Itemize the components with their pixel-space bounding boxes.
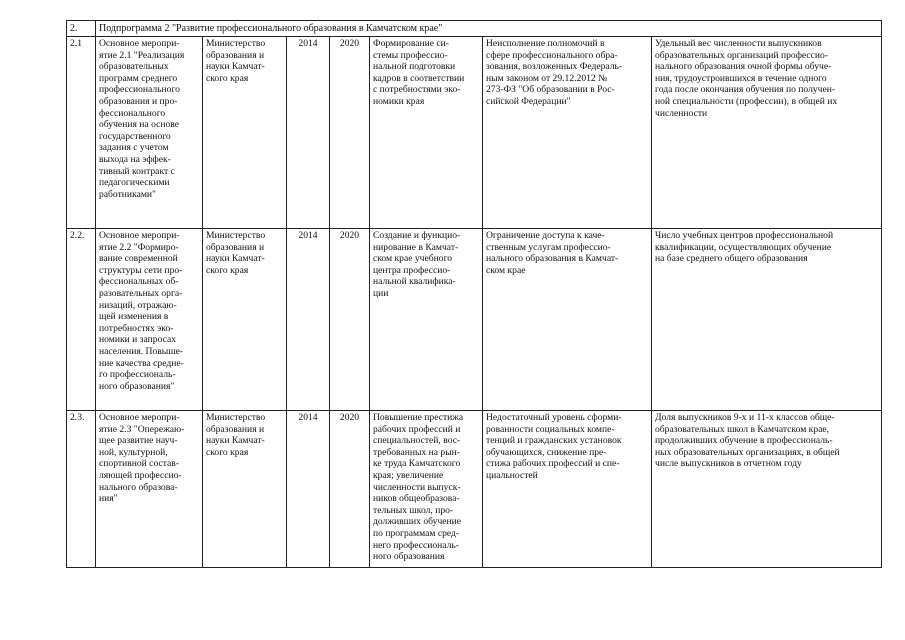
event-name: Основное меропри- ятие 2.1 "Реализация образовательных программ среднего профессионального образования и про- фессионального обучения на основе государственного задания с учетом выхода на эффек- тивный контракт с педагогическими работниками": [96, 37, 203, 229]
row-number: 2.3.: [67, 411, 96, 568]
subprogram-title: Подпрограмма 2 "Развитие профессионального образования в Камчатском крае": [96, 21, 882, 37]
table-row: [67, 229, 882, 411]
executor: Министерство образования и науки Камчат- ского края: [203, 37, 287, 229]
indicator: Удельный вес численности выпускников образовательных организаций профессио- нального образования очной формы обуче- ния, трудоустроившихся в течение одного года после окончания обучения по получен- ной специальности (профессии), в общей их численности: [652, 37, 882, 229]
executor: Министерство образования и науки Камчат- ского края: [203, 229, 287, 411]
table-row: [67, 37, 882, 229]
row-number: 2.1: [67, 37, 96, 229]
non-implementation-consequences: Ограничение доступа к каче- ственным услугам профессио- нального образования в Камчат- ском крае: [483, 229, 652, 411]
event-name: Основное меропри- ятие 2.3 "Опережаю- щее развитие науч- ной, культурной, спортивной состав- ляющей профессио- нального образова- ния": [96, 411, 203, 568]
subprogram-number: 2.: [67, 21, 96, 37]
start-year: 2014: [287, 37, 330, 229]
expected-result: Создание и функцио- нирование в Камчат- ском крае учебного центра профессио- нальной квалифика- ции: [370, 229, 483, 411]
indicator: Число учебных центров профессиональной квалификации, осуществляющих обучение на базе среднего общего образования: [652, 229, 882, 411]
end-year: 2020: [330, 229, 370, 411]
executor: Министерство образования и науки Камчат- ского края: [203, 411, 287, 568]
row-number: 2.2.: [67, 229, 96, 411]
event-name: Основное меропри- ятие 2.2 "Формиро- вание современной структуры сети про- фессиональных об- разовательных орга- низаций, отражаю- щей изменения в потребностях эко- номики и запросах населения. Повыше- ние качества средне- го профессиональ- ного образования": [96, 229, 203, 411]
non-implementation-consequences: Недостаточный уровень сформи- рованности социальных компе- тенций и гражданских установок обучающихся, снижение пре- стижа рабочих профессий и спе- циальностей: [483, 411, 652, 568]
program-table: [66, 20, 882, 568]
indicator: Доля выпускников 9-х и 11-х классов обще- образовательных школ в Камчатском крае, продолживших обучение в профессиональ- ных образовательных организациях, в общей числе выпускников в отчетном году: [652, 411, 882, 568]
non-implementation-consequences: Неисполнение полномочий в сфере профессионального обра- зования, возложенных Федераль- ным законом от 29.12.2012 № 273-ФЗ "Об образовании в Рос- сийской Федерации": [483, 37, 652, 229]
start-year: 2014: [287, 411, 330, 568]
end-year: 2020: [330, 37, 370, 229]
end-year: 2020: [330, 411, 370, 568]
expected-result: Повышение престижа рабочих профессий и специальностей, вос- требованных на рын- ке труда Камчатского края; увеличение численности выпуск- ников общеобразова- тельных школ, про- долживших обучение по программам сред- него профессиональ- ного образования: [370, 411, 483, 568]
subprogram-header-row: [67, 21, 882, 37]
start-year: 2014: [287, 229, 330, 411]
table-row: [67, 411, 882, 568]
expected-result: Формирование си- стемы профессио- нальной подготовки кадров в соответствии с потребностями эко- номики края: [370, 37, 483, 229]
